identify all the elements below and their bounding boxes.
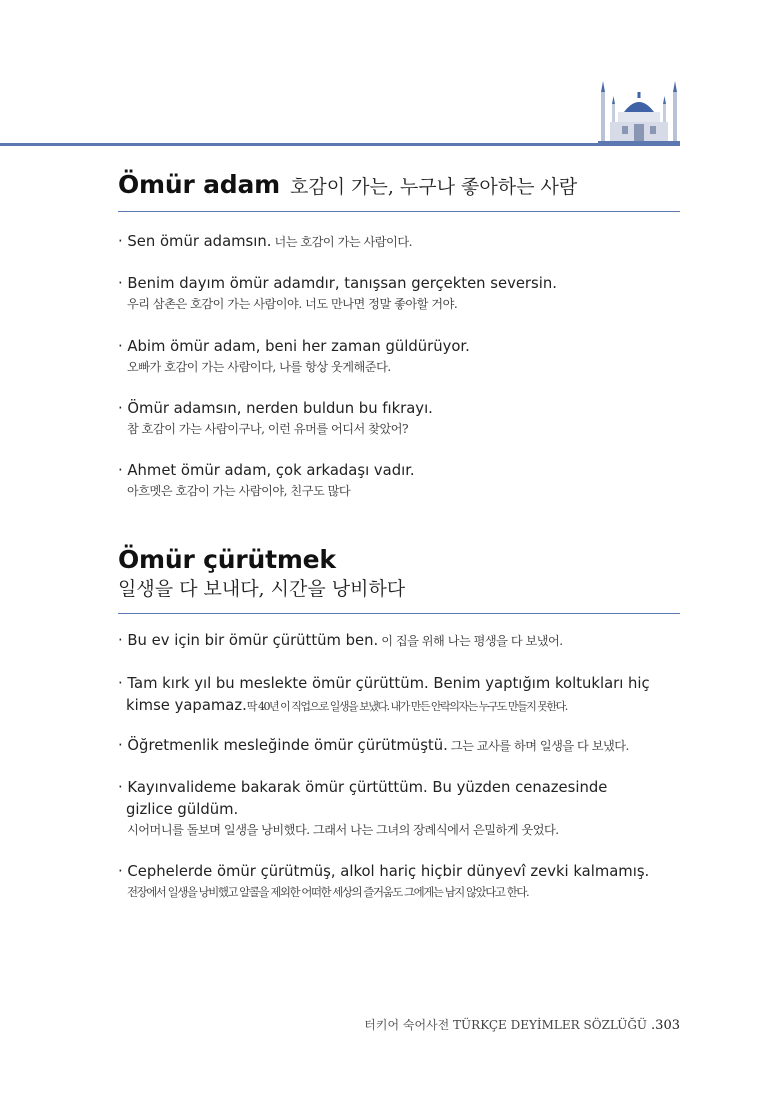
entry-rule (118, 613, 680, 614)
mosque-icon (598, 78, 680, 144)
example-item: · Benim dayım ömür adamdır, tanışsan gerçekten seversin. 우리 삼촌은 호감이 가는 사람이야. 너도 만나면 정말 좋아할 거야. (118, 275, 557, 311)
page-footer (364, 1016, 680, 1033)
example-item: · Abim ömür adam, beni her zaman güldürüyor. 오빠가 호감이 가는 사람이다, 나를 항상 웃게해준다. (118, 338, 470, 374)
example-item: · Öğretmenlik mesleğinde ömür çürütmüştü. 그는 교사를 하며 일생을 다 보냈다. (118, 737, 629, 754)
example-item: · Tam kırk yıl bu meslekte ömür çürüttüm. Benim yaptığım koltukları hiç kimse yapamaz.딱 40년 이 직업으로 일생을 보냈다. 내가 만든 안락의자는 누구도 만들지 못한다. (118, 675, 650, 714)
header-rule (0, 143, 680, 146)
entry-meaning: 호감이 가는, 누구나 좋아하는 사람 (290, 176, 578, 198)
example-item: · Cephelerde ömür çürütmüş, alkol hariç hiçbir dünyevî zevki kalmamış. 전장에서 일생을 낭비했고 알콜을 제외한 어떠한 세상의 즐거움도 그에게는 남지 않았다고 한다. (118, 863, 650, 899)
entry-rule (118, 211, 680, 212)
example-item: · Ahmet ömür adam, çok arkadaşı vadır. 아흐멧은 호감이 가는 사람이야, 친구도 많다 (118, 462, 415, 498)
entry-title: Ömür adam (118, 170, 281, 199)
example-item: · Sen ömür adamsın. 너는 호감이 가는 사람이다. (118, 233, 412, 250)
footer-text: 터키어 숙어사전 TÜRKÇE DEYİMLER SÖZLÜĞÜ (364, 1018, 648, 1032)
entry-omur-curutmek (118, 545, 680, 614)
page-number: .303 (651, 1018, 680, 1033)
entry-omur-adam (118, 170, 680, 212)
entry-title: Ömür çürütmek (118, 545, 336, 574)
example-item: · Bu ev için bir ömür çürüttüm ben. 이 집을 위해 나는 평생을 다 보냈어. (118, 632, 563, 649)
example-item: · Ömür adamsın, nerden buldun bu fıkrayı. 참 호감이 가는 사람이구나, 이런 유머를 어디서 찾았어? (118, 400, 433, 436)
entry-meaning: 일생을 다 보내다, 시간을 낭비하다 (118, 578, 406, 600)
example-item: · Kayınvalideme bakarak ömür çürtüttüm. Bu yüzden cenazesinde gizlice güldüm. 시어머니를 돌보며 일생을 낭비했다. 그래서 나는 그녀의 장례식에서 은밀하게 웃었다. (118, 779, 608, 837)
